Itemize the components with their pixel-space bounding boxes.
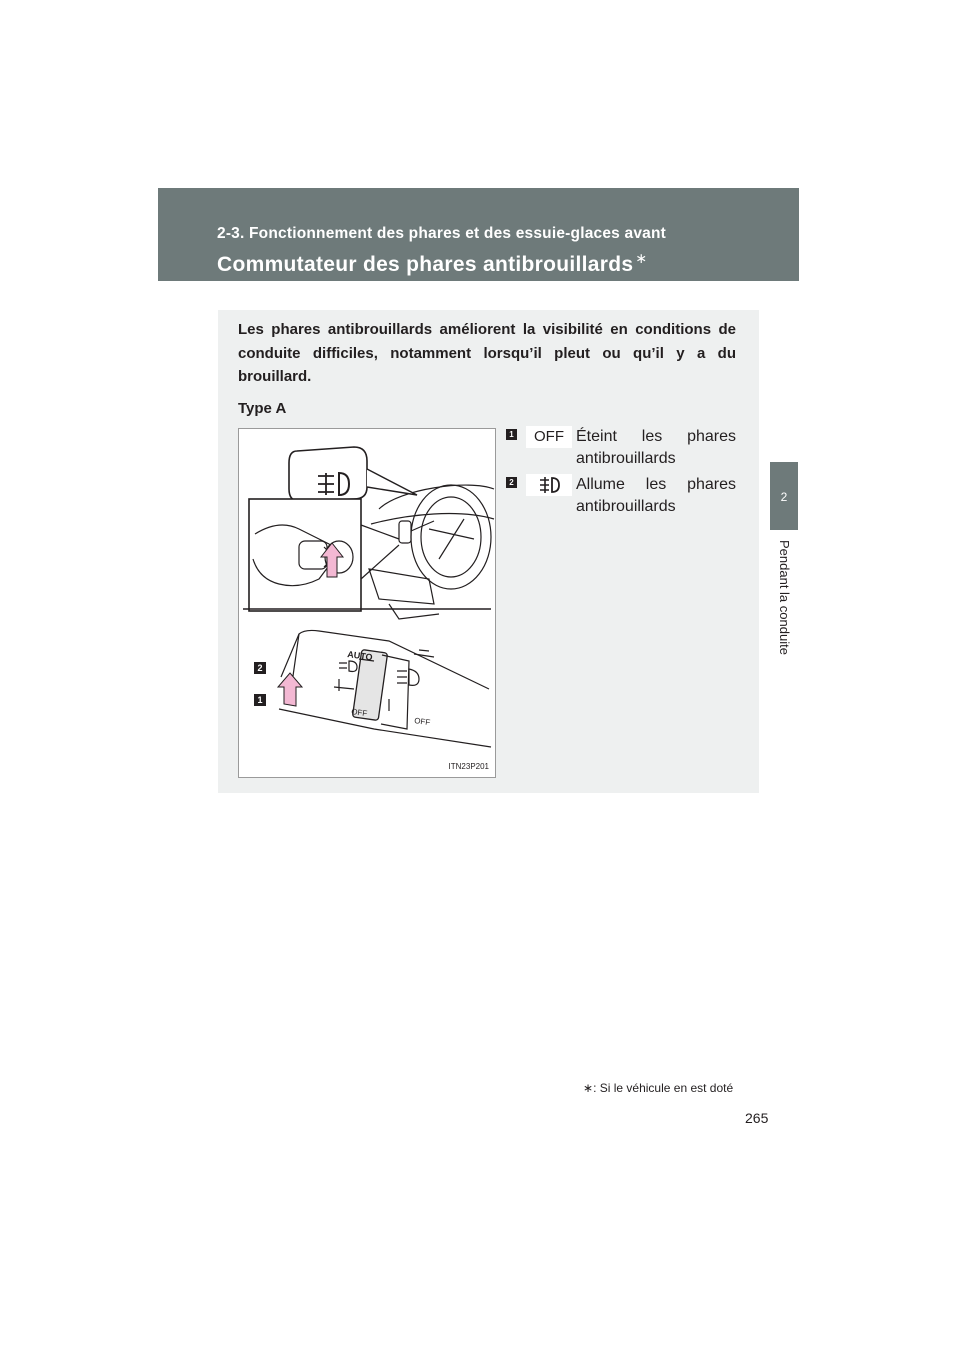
section-header	[158, 188, 799, 281]
item-description	[576, 426, 736, 470]
item-description-line2: antibrouillards	[576, 498, 676, 515]
intro-paragraph: Les phares antibrouillards améliorent la visibilité en conditions de conduite difficiles, notamment lorsqu’il pleut ou qu’il y a du brouillard.	[238, 321, 736, 385]
fog-light-icon	[537, 475, 561, 495]
page-number: 265	[745, 1110, 769, 1126]
chapter-label: Pendant la conduite	[777, 540, 792, 655]
push-arrow-icon	[278, 673, 302, 706]
off-symbol: OFF	[526, 426, 572, 448]
item-description-line1: Allume les phares	[576, 476, 736, 493]
footnote-asterisk: ∗	[583, 1081, 594, 1095]
illustration	[238, 428, 496, 778]
callout-2: 2	[257, 663, 263, 673]
footnote	[583, 1081, 733, 1095]
auto-label: AUTO	[346, 649, 374, 663]
type-heading: Type A	[238, 400, 287, 417]
page-title	[217, 250, 647, 277]
chapter-number: 2	[780, 490, 788, 504]
chapter-tab	[770, 462, 798, 530]
footnote-text: : Si le véhicule en est doté	[593, 1081, 734, 1095]
item-description-line2: antibrouillards	[576, 450, 676, 467]
section-subtitle: 2-3. Fonctionnement des phares et des essuie-glaces avant	[217, 225, 666, 242]
content-panel	[218, 310, 759, 793]
figure-code: ITN23P201	[448, 762, 489, 771]
item-description-line1: Éteint les phares	[576, 428, 736, 445]
item-number: 1	[506, 429, 517, 440]
page-title-text: Commutateur des phares antibrouillards	[217, 253, 634, 276]
off-label-1: OFF	[350, 707, 368, 719]
item-number: 2	[506, 477, 517, 488]
fog-light-switch-illustration	[239, 429, 495, 777]
item-description	[576, 474, 736, 518]
fog-light-icon	[526, 474, 572, 496]
title-asterisk: ∗	[635, 250, 648, 266]
off-label-2: OFF	[413, 716, 431, 728]
callout-1: 1	[257, 695, 263, 705]
